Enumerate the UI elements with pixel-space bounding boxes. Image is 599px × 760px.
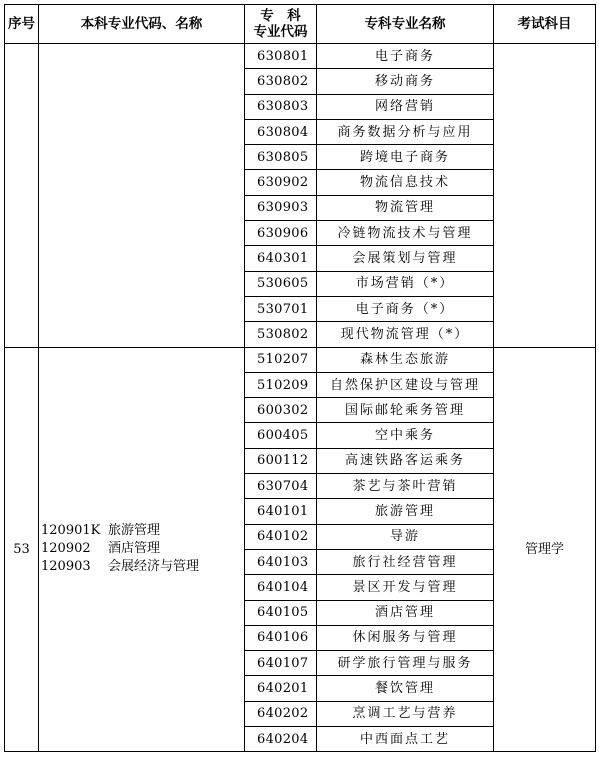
vocational-code-cell: 640204 — [245, 727, 317, 752]
vocational-code-cell: 510207 — [245, 347, 317, 372]
vocational-name-cell: 现代物流管理（*） — [317, 322, 494, 347]
vocational-code-cell: 640106 — [245, 625, 317, 650]
header-row — [5, 5, 596, 44]
vocational-name-cell: 烹调工艺与营养 — [317, 701, 494, 726]
vocational-name-cell: 旅游管理 — [317, 499, 494, 524]
vocational-code-cell: 630803 — [245, 94, 317, 119]
vocational-name-cell: 电子商务 — [317, 44, 494, 69]
vocational-code-cell: 640107 — [245, 651, 317, 676]
vocational-code-cell: 640102 — [245, 524, 317, 549]
table-body — [5, 44, 596, 752]
vocational-code-cell: 630906 — [245, 221, 317, 246]
vocational-code-cell: 510209 — [245, 372, 317, 397]
majors-table — [4, 4, 596, 752]
table-row — [5, 347, 596, 372]
seq-cell — [5, 44, 39, 348]
vocational-code-cell: 630704 — [245, 474, 317, 499]
vocational-name-cell: 餐饮管理 — [317, 676, 494, 701]
vocational-name-cell: 会展策划与管理 — [317, 246, 494, 271]
vocational-name-cell: 休闲服务与管理 — [317, 625, 494, 650]
vocational-name-cell: 跨境电子商务 — [317, 145, 494, 170]
vocational-name-cell: 冷链物流技术与管理 — [317, 221, 494, 246]
vocational-code-cell: 630903 — [245, 195, 317, 220]
vocational-code-cell: 530802 — [245, 322, 317, 347]
vocational-name-cell: 自然保护区建设与管理 — [317, 372, 494, 397]
undergrad-major — [41, 558, 244, 576]
vocational-code-cell: 630804 — [245, 119, 317, 144]
table-row — [5, 44, 596, 69]
vocational-name-cell: 导游 — [317, 524, 494, 549]
vocational-name-cell: 网络营销 — [317, 94, 494, 119]
undergrad-code: 120903 — [41, 559, 91, 575]
vocational-code-cell: 600302 — [245, 398, 317, 423]
vocational-code-cell: 640301 — [245, 246, 317, 271]
vocational-name-cell: 旅行社经营管理 — [317, 549, 494, 574]
vocational-name-cell: 景区开发与管理 — [317, 575, 494, 600]
header-vocational-name: 专科专业名称 — [317, 5, 494, 44]
vocational-name-cell: 国际邮轮乘务管理 — [317, 398, 494, 423]
seq-cell: 53 — [5, 347, 39, 752]
exam-subject-cell: 管理学 — [494, 347, 596, 752]
undergrad-major — [41, 540, 244, 558]
vocational-code-cell: 630801 — [245, 44, 317, 69]
vocational-code-cell: 640104 — [245, 575, 317, 600]
undergrad-code: 120902 — [41, 541, 91, 557]
vocational-name-cell: 森林生态旅游 — [317, 347, 494, 372]
vocational-code-cell: 630902 — [245, 170, 317, 195]
vocational-code-cell: 640201 — [245, 676, 317, 701]
undergrad-name: 酒店管理 — [108, 541, 161, 557]
header-vocational-code-line1: 专 科 — [260, 8, 301, 24]
header-undergrad: 本科专业代码、名称 — [39, 5, 245, 44]
vocational-name-cell: 市场营销（*） — [317, 271, 494, 296]
header-exam-subject: 考试科目 — [494, 5, 596, 44]
vocational-name-cell: 酒店管理 — [317, 600, 494, 625]
undergrad-cell — [39, 347, 245, 752]
undergrad-code: 120901K — [41, 523, 101, 539]
vocational-name-cell: 物流管理 — [317, 195, 494, 220]
vocational-name-cell: 茶艺与茶叶营销 — [317, 474, 494, 499]
vocational-name-cell: 移动商务 — [317, 69, 494, 94]
vocational-code-cell: 640101 — [245, 499, 317, 524]
undergrad-name: 旅游管理 — [108, 523, 161, 539]
header-seq: 序号 — [5, 5, 39, 44]
vocational-name-cell: 中西面点工艺 — [317, 727, 494, 752]
vocational-code-cell: 630805 — [245, 145, 317, 170]
vocational-name-cell: 电子商务（*） — [317, 296, 494, 321]
vocational-code-cell: 640105 — [245, 600, 317, 625]
vocational-name-cell: 商务数据分析与应用 — [317, 119, 494, 144]
exam-subject-cell — [494, 44, 596, 348]
vocational-code-cell: 640202 — [245, 701, 317, 726]
vocational-name-cell: 高速铁路客运乘务 — [317, 448, 494, 473]
undergrad-name: 会展经济与管理 — [108, 559, 200, 575]
header-vocational-code-line2: 专业代码 — [253, 24, 308, 40]
vocational-name-cell: 研学旅行管理与服务 — [317, 651, 494, 676]
undergrad-major — [41, 522, 244, 540]
undergrad-cell — [39, 44, 245, 348]
vocational-code-cell: 640103 — [245, 549, 317, 574]
vocational-name-cell: 空中乘务 — [317, 423, 494, 448]
vocational-code-cell: 600405 — [245, 423, 317, 448]
vocational-code-cell: 600112 — [245, 448, 317, 473]
vocational-code-cell: 630802 — [245, 69, 317, 94]
vocational-name-cell: 物流信息技术 — [317, 170, 494, 195]
vocational-code-cell: 530605 — [245, 271, 317, 296]
header-vocational-code — [245, 5, 317, 44]
vocational-code-cell: 530701 — [245, 296, 317, 321]
